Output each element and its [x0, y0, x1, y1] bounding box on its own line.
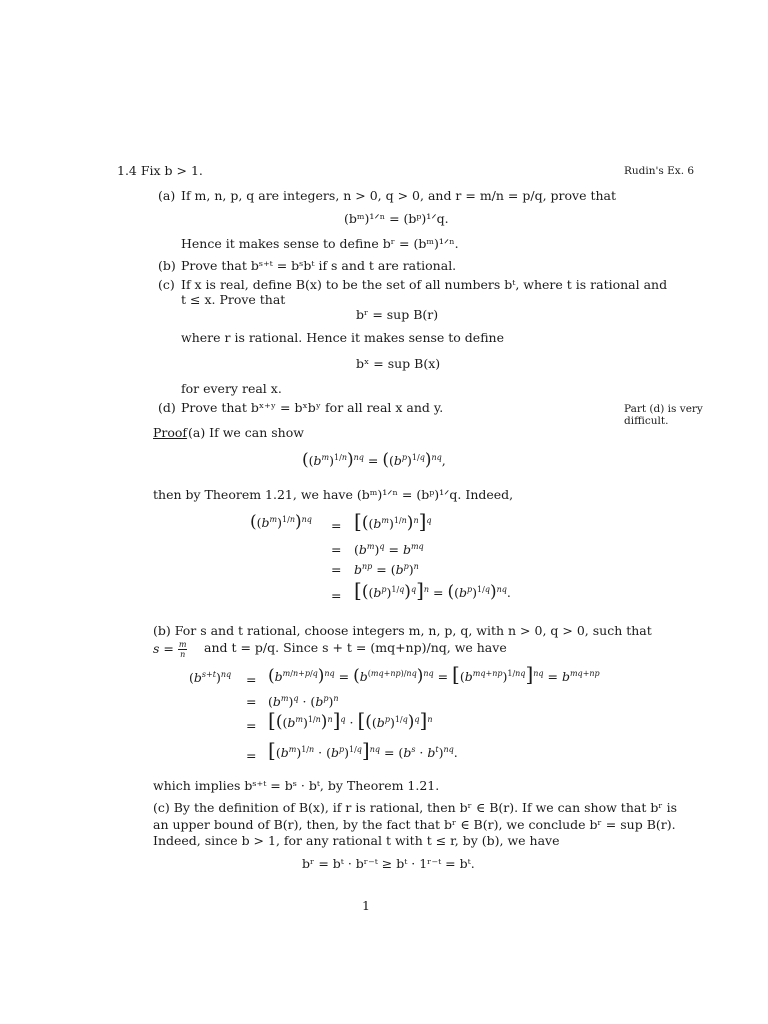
proof-word: Proof — [153, 425, 188, 440]
part-c-text-4: for every real x. — [181, 381, 282, 396]
page-number: 1 — [362, 898, 370, 913]
chain-b-lhs: $(b^{s+t})^{nq}$ — [189, 669, 232, 685]
chain-b-eq-2: = — [246, 694, 257, 709]
chain-a-rhs-4: $[((b^p)^{1/q})^q]^n = ((b^p)^{1/q})^{nq}$. — [354, 578, 511, 602]
part-c-text-1: If x is real, define B(x) to be the set of all numbers bᵗ, where t is rational and — [181, 277, 668, 292]
part-a-text: If m, n, p, q are integers, n > 0, q > 0, and r = m/n = p/q, prove that — [181, 188, 617, 203]
proof-c-line-1: (c) By the definition of B(x), if r is rational, then bʳ ∈ B(r). If we can show that bʳ is — [153, 800, 678, 815]
chain-b-eq-3: = — [246, 718, 257, 733]
chain-b-eq-4: = — [246, 748, 257, 763]
margin-note-d-1: Part (d) is very — [624, 403, 703, 415]
part-c-text-2: t ≤ x. Prove that — [181, 292, 286, 307]
part-d-text: Prove that bˣ⁺ʸ = bˣbʸ for all real x and y. — [181, 400, 444, 415]
proof-then-text: then by Theorem 1.21, we have (bᵐ)¹ᐟⁿ = (bᵖ)¹ᐟq. Indeed, — [153, 487, 514, 502]
part-b-text: Prove that bˢ⁺ᵗ = bˢbᵗ if s and t are rational. — [181, 258, 457, 273]
proof-c-line-3: Indeed, since b > 1, for any rational t with t ≤ r, by (b), we have — [153, 833, 560, 848]
part-d-label: (d) — [158, 400, 176, 415]
chain-b-rhs-1: $(b^{m/n+p/q})^{nq} = (b^{(mq+np)/nq})^{nq} = [(b^{mq+np})^{1/nq}]^{nq} = b^{mq+np}$ — [268, 662, 600, 686]
chain-a-eq-3: = — [331, 562, 342, 577]
chain-b-eq-1: = — [246, 672, 257, 687]
chain-a-rhs-1: $[((b^m)^{1/n})^n]^q$ — [354, 509, 432, 533]
proof-b-intro-2-lead: s = $\frac{m}{n}$ — [153, 640, 187, 659]
proof-a-intro: (a) If we can show — [188, 425, 304, 440]
proof-b-intro-2: and t = p/q. Since s + t = (mq+np)/nq, we have — [204, 640, 507, 655]
chain-a-eq-1: = — [331, 518, 342, 533]
part-a-hence: Hence it makes sense to define bʳ = (bᵐ)¹ᐟⁿ. — [181, 236, 459, 251]
chain-b-rhs-3: $[((b^m)^{1/n})^n]^q \cdot [((b^p)^{1/q})^q]^n$ — [268, 708, 433, 732]
part-c-label: (c) — [158, 277, 175, 292]
chain-a-eq-4: = — [331, 588, 342, 603]
part-a-label: (a) — [158, 188, 176, 203]
proof-a-display: $((b^m)^{1/n})^{nq} = ((b^p)^{1/q})^{nq}$, — [302, 450, 446, 470]
proof-c-equation: bʳ = bᵗ · bʳ⁻ᵗ ≥ bᵗ · 1ʳ⁻ᵗ = bᵗ. — [302, 856, 475, 871]
proof-c-line-2: an upper bound of B(r), then, by the fact that bʳ ∈ B(r), we conclude bʳ = sup B(r). — [153, 817, 676, 832]
chain-a-lhs: $((b^m)^{1/n})^{nq}$ — [250, 512, 312, 532]
margin-note-source: Rudin's Ex. 6 — [624, 165, 695, 177]
problem-heading: 1.4 Fix b > 1. — [117, 163, 203, 178]
part-c-text-3: where r is rational. Hence it makes sense to define — [181, 330, 504, 345]
chain-a-eq-2: = — [331, 542, 342, 557]
part-c-equation-1: bʳ = sup B(r) — [356, 307, 439, 322]
chain-a-rhs-2: $(b^m)^q = b^{mq}$ — [354, 541, 424, 557]
chain-a-rhs-3: $b^{np} = (b^p)^n$ — [354, 561, 419, 577]
part-b-label: (b) — [158, 258, 176, 273]
chain-b-rhs-4: $[(b^m)^{1/n} \cdot (b^p)^{1/q}]^{nq} = (b^s \cdot b^t)^{nq}$. — [268, 738, 458, 762]
part-a-equation: (bᵐ)¹ᐟⁿ = (bᵖ)¹ᐟq. — [344, 211, 449, 226]
proof-b-implies: which implies bˢ⁺ᵗ = bˢ · bᵗ, by Theorem 1.21. — [153, 778, 440, 793]
part-c-equation-2: bˣ = sup B(x) — [356, 356, 441, 371]
chain-b-rhs-2: $(b^m)^q \cdot (b^p)^n$ — [268, 693, 339, 709]
margin-note-d-2: difficult. — [624, 415, 669, 427]
proof-b-intro-1: (b) For s and t rational, choose integers m, n, p, q, with n > 0, q > 0, such that — [153, 623, 652, 638]
